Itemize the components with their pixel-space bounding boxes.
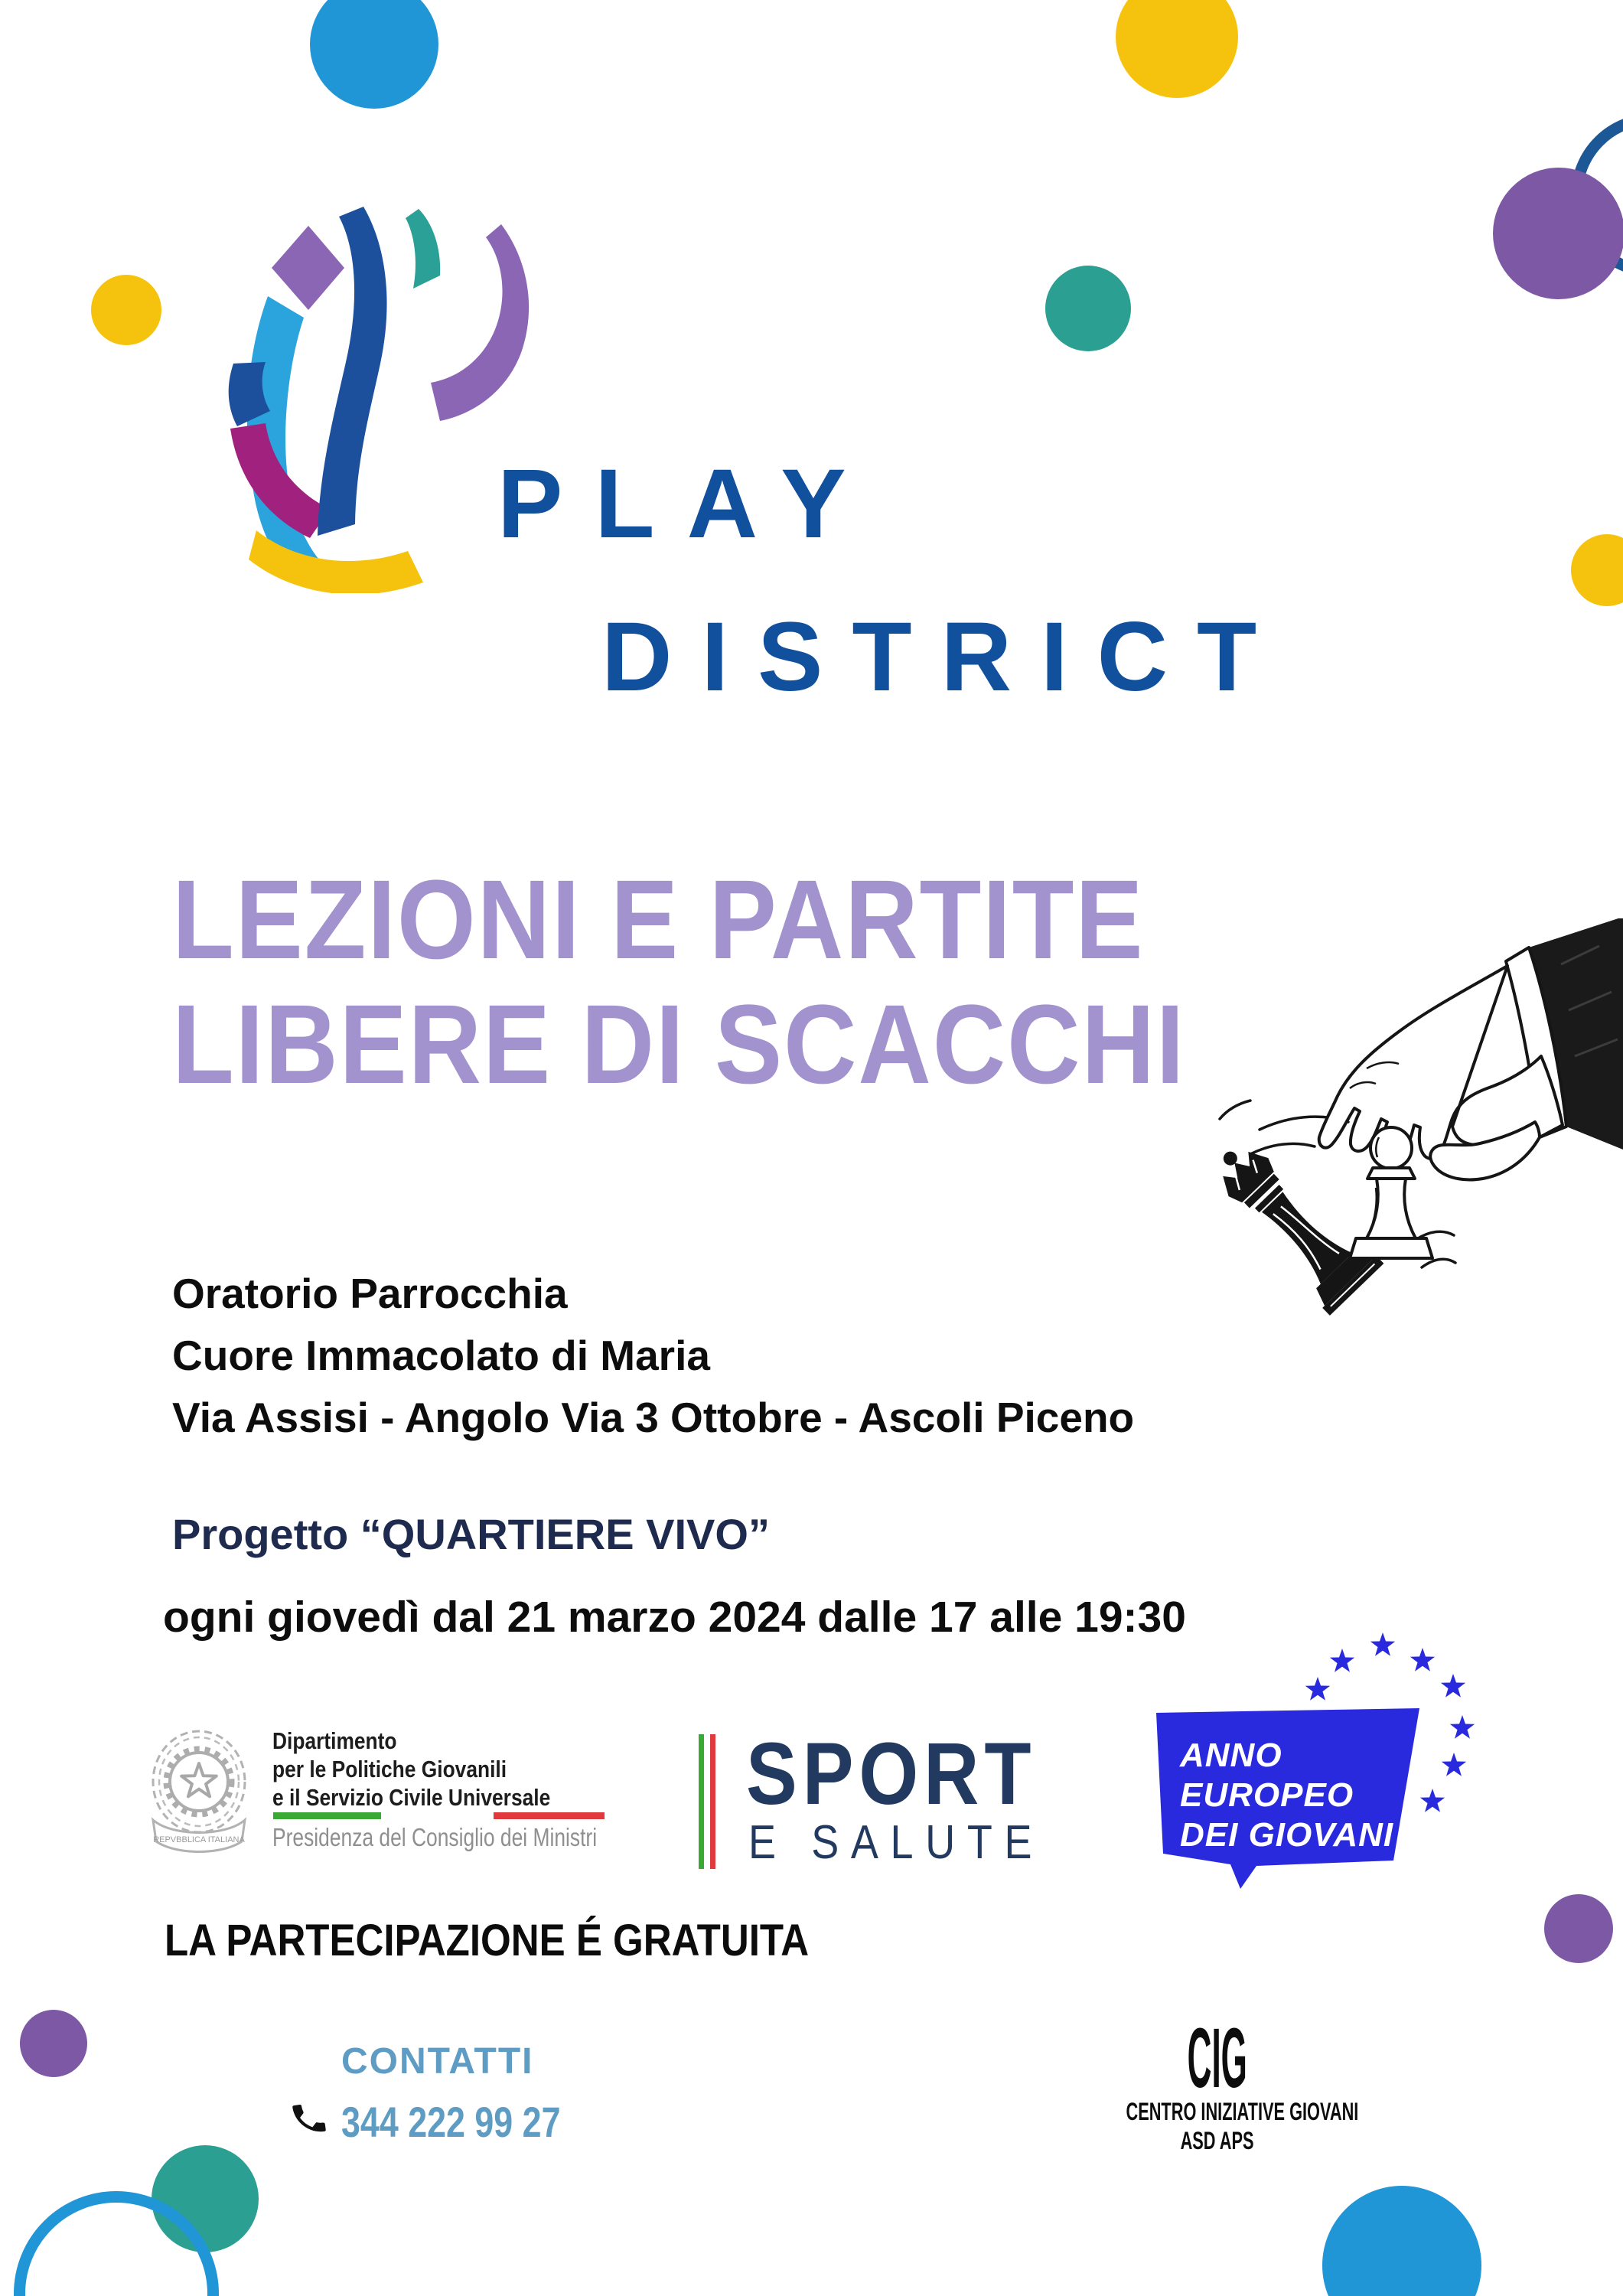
participation-note: LA PARTECIPAZIONE É GRATUITA <box>165 1916 810 1965</box>
play-district-logo-mark <box>218 203 539 593</box>
sport-salute-line1: SPORT <box>746 1725 1037 1823</box>
department-line1: Dipartimento <box>272 1727 397 1754</box>
cig-logo-block <box>1071 2011 1364 2155</box>
schedule: ogni giovedì dal 21 marzo 2024 dalle 17 alle 19:30 <box>163 1593 1186 1642</box>
chess-hand-illustration <box>1186 918 1623 1416</box>
eu-youth-year-logo <box>1140 1630 1569 1952</box>
department-subtitle: Presidenza del Consiglio dei Ministri <box>272 1823 598 1851</box>
poster-title-line2: LIBERE DI SCACCHI <box>172 982 1186 1107</box>
eu-star-icon <box>1442 1753 1466 1776</box>
brand-play: PLAY <box>497 449 878 559</box>
poster-title-line1: LEZIONI E PARTITE <box>172 857 1145 983</box>
eu-star-icon <box>1370 1632 1395 1656</box>
brand-district: DISTRICT <box>601 602 1286 712</box>
cig-line1: CENTRO INIZIATIVE GIOVANI <box>1126 2098 1359 2125</box>
dot-yellow-left <box>91 275 161 345</box>
eu-star-icon <box>1305 1677 1330 1701</box>
eu-star-icon <box>1441 1674 1465 1698</box>
eu-star-icon <box>1330 1649 1354 1672</box>
sport-salute-line2: E SALUTE <box>748 1816 1045 1869</box>
eu-star-icon <box>1420 1789 1445 1812</box>
cig-acronym: CIG <box>1187 2011 1248 2105</box>
dot-blue-bottom-right <box>1322 2186 1481 2296</box>
dot-yellow-right <box>1571 534 1623 606</box>
eu-year-line2: EUROPEO <box>1180 1776 1354 1814</box>
department-bar-green <box>273 1812 381 1819</box>
italy-emblem <box>145 1722 253 1854</box>
venue-line1: Oratorio Parrocchia <box>172 1270 568 1317</box>
dot-teal-top <box>1045 266 1131 351</box>
venue-line2: Cuore Immacolato di Maria <box>172 1332 710 1379</box>
contacts-heading: CONTATTI <box>341 2041 534 2082</box>
dot-purple-top-right <box>1493 168 1623 299</box>
project-name: Progetto “QUARTIERE VIVO” <box>172 1510 770 1558</box>
sport-bar-red <box>710 1734 715 1869</box>
eu-year-line3: DEI GIOVANI <box>1180 1816 1394 1854</box>
phone-icon <box>287 2096 332 2141</box>
eu-year-line1: ANNO <box>1180 1737 1282 1774</box>
department-line2: per le Politiche Giovanili <box>272 1756 507 1782</box>
emblem-ribbon-text: REPVBBLICA ITALIANA <box>153 1835 245 1844</box>
eu-star-icon <box>1450 1715 1475 1739</box>
contact-phone-number[interactable]: 344 222 99 27 <box>341 2098 561 2146</box>
dot-blue-top-left <box>310 0 438 109</box>
venue-line3: Via Assisi - Angolo Via 3 Ottobre - Ascoli Piceno <box>172 1394 1135 1441</box>
department-line3: e il Servizio Civile Universale <box>272 1784 551 1811</box>
department-bar-red <box>494 1812 605 1819</box>
eu-star-icon <box>1410 1648 1435 1671</box>
dot-purple-bottom-left <box>20 2010 87 2077</box>
sport-bar-green <box>699 1734 704 1869</box>
cig-line2: ASD APS <box>1181 2127 1254 2154</box>
dot-yellow-top <box>1116 0 1238 98</box>
